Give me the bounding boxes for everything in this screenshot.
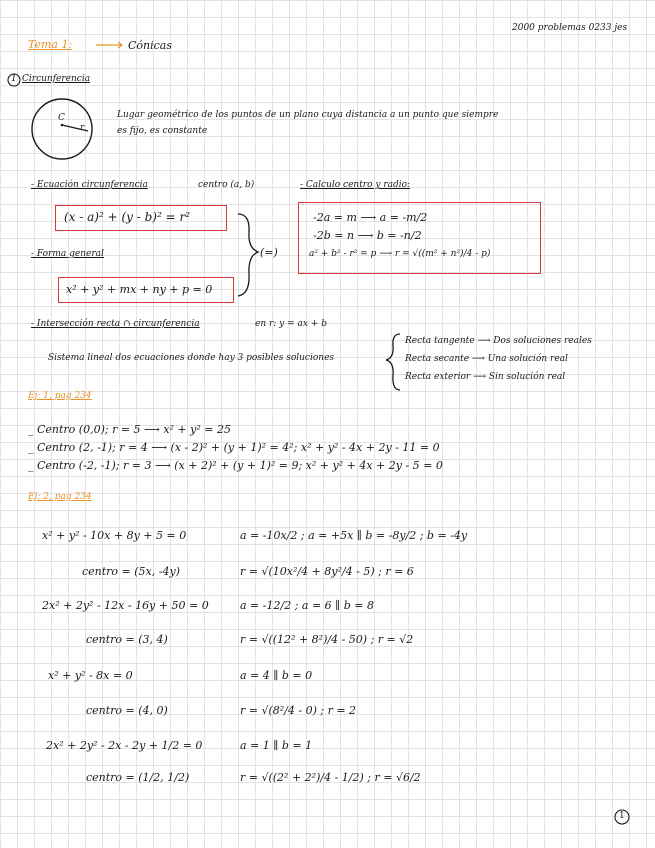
page-number: 1: [619, 811, 625, 821]
ej2-row3-right: a = -12/2 ; a = 6 ∥ b = 8: [240, 599, 374, 612]
ej1-line-1: _ Centro (0,0); r = 5 ⟶ x² + y² = 25: [28, 423, 231, 436]
option-secante: Recta secante ⟶ Una solución real: [405, 354, 568, 364]
option-tangente: Recta tangente ⟶ Dos soluciones reales: [405, 336, 592, 346]
ej2-row2-left: centro = (5x, -4y): [82, 565, 180, 578]
ej2-row8-right: r = √((2² + 2²)/4 - 1/2) ; r = √6/2: [240, 771, 421, 784]
brace-right: [238, 214, 258, 296]
ej2-row5-left: x² + y² - 8x = 0: [48, 669, 133, 682]
ej2-row1-left: x² + y² - 10x + 8y + 5 = 0: [42, 529, 187, 542]
section-title: Circunferencia: [22, 74, 91, 84]
section-number: 1: [11, 74, 17, 84]
ecuacion-label: - Ecuación circunferencia: [31, 180, 148, 190]
calculo-title: - Calculo centro y radio:: [300, 180, 411, 190]
center-dot: [61, 124, 64, 127]
tema-topic: Cónicas: [128, 39, 173, 52]
ej1-title: Ej: 1, pag 234: [28, 391, 92, 401]
book-reference: 2000 problemas 0233 jes: [512, 23, 628, 33]
ej2-row2-right: r = √(10x²/4 + 8y²/4 - 5) ; r = 6: [240, 565, 414, 578]
ej2-row7-left: 2x² + 2y² - 2x - 2y + 1/2 = 0: [46, 739, 203, 752]
ej2-row1-right: a = -10x/2 ; a = +5x ∥ b = -8y/2 ; b = -4y: [240, 529, 468, 542]
brace-options: [386, 334, 400, 390]
ej1-line-3: _ Centro (-2, -1); r = 3 ⟶ (x + 2)² + (y + 1)² = 9; x² + y² + 4x + 2y - 5 = 0: [28, 459, 443, 472]
equivalence-mark: (=): [260, 246, 278, 259]
tema-label: Tema 1:: [28, 38, 73, 51]
interseccion-result: en r: y = ax + b: [255, 319, 327, 329]
ej2-row6-right: r = √(8²/4 - 0) ; r = 2: [240, 704, 357, 717]
option-exterior: Recta exterior ⟶ Sin solución real: [405, 372, 566, 382]
interseccion-label: - Intersección recta ∩ circunferencia: [31, 319, 200, 329]
ecuacion-result: centro (a, b): [198, 180, 255, 190]
ecuacion-formula: (x - a)² + (y - b)² = r²: [64, 210, 191, 224]
forma-label: - Forma general: [31, 249, 104, 259]
ej2-row3-left: 2x² + 2y² - 12x - 16y + 50 = 0: [42, 599, 209, 612]
ej1-line-2: _ Centro (2, -1); r = 4 ⟶ (x - 2)² + (y + 1)² = 4²; x² + y² - 4x + 2y - 11 = 0: [28, 441, 440, 454]
circle-radius-label: r: [80, 123, 85, 133]
circle-center-label: C: [58, 113, 65, 123]
definition-line-1: Lugar geométrico de los puntos de un plano cuya distancia a un punto que siempre: [117, 110, 499, 120]
definition-line-2: es fijo, es constante: [117, 126, 208, 136]
sistema-text: Sistema lineal dos ecuaciones donde hay 3 posibles soluciones: [48, 353, 335, 363]
calc-line-1: -2a = m ⟶ a = -m/2: [313, 211, 428, 224]
ej2-row5-right: a = 4 ∥ b = 0: [240, 669, 313, 682]
ej2-row4-right: r = √((12² + 8²)/4 - 50) ; r = √2: [240, 633, 414, 646]
calc-line-3: a² + b² - r² = p ⟶ r = √((m² + n²)/4 - p): [309, 249, 491, 259]
ej2-row6-left: centro = (4, 0): [86, 704, 168, 717]
ej2-row8-left: centro = (1/2, 1/2): [86, 771, 190, 784]
ej2-title: Ej: 2, pag 234: [28, 492, 92, 502]
calc-line-2: -2b = n ⟶ b = -n/2: [313, 229, 422, 242]
ej2-row7-right: a = 1 ∥ b = 1: [240, 739, 313, 752]
forma-formula: x² + y² + mx + ny + p = 0: [66, 283, 213, 296]
ej2-row4-left: centro = (3, 4): [86, 633, 168, 646]
